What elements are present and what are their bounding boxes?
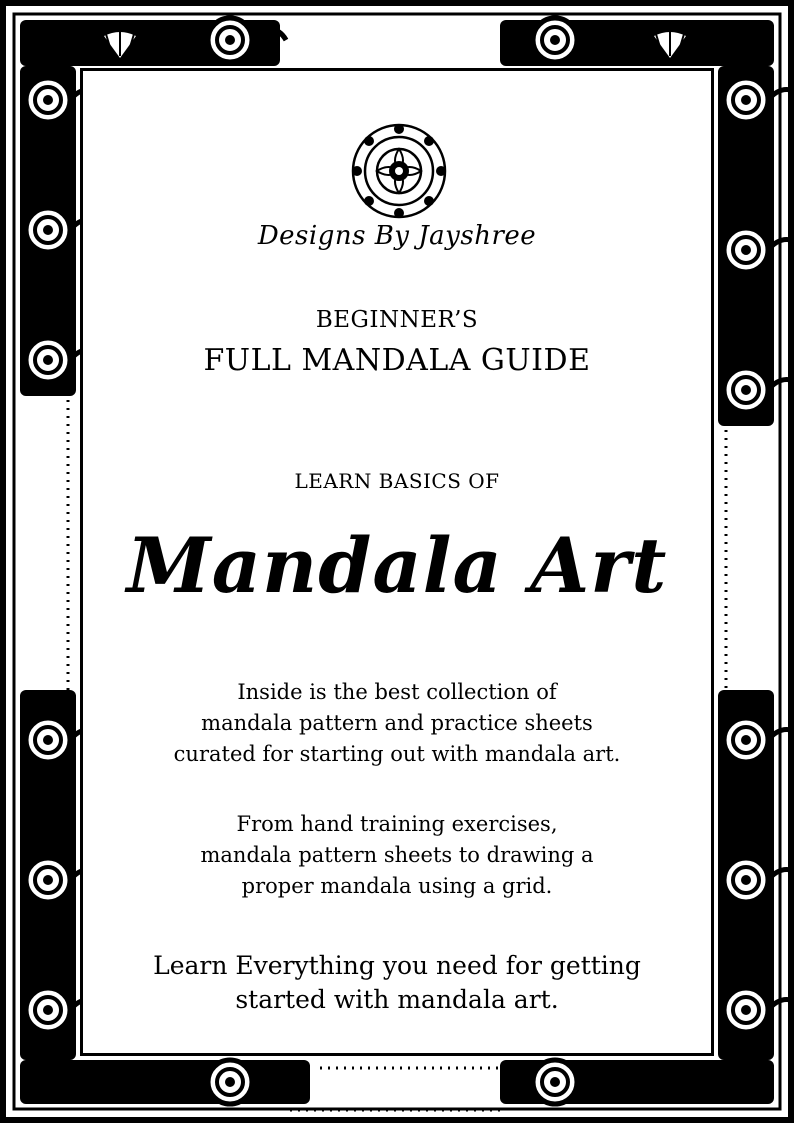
- brand-name: Designs By Jayshree: [257, 221, 537, 251]
- paragraph-line: curated for starting out with mandala art.: [173, 742, 621, 766]
- paragraph-line: From hand training exercises,: [236, 812, 558, 836]
- paragraph-line: Inside is the best collection of: [237, 680, 557, 704]
- paragraph-line: started with mandala art.: [235, 985, 559, 1014]
- intro-paragraph: [103, 677, 691, 770]
- subtitle-line1: BEGINNER’S: [315, 307, 479, 333]
- mandala-flower-icon: [349, 121, 449, 221]
- closing-paragraph: [103, 949, 691, 1017]
- content-panel: [80, 68, 714, 1056]
- contents-paragraph: [103, 809, 691, 902]
- main-title: Mandala Art: [126, 521, 668, 610]
- paragraph-line: mandala pattern and practice sheets: [201, 711, 593, 735]
- subtitle-line2: FULL MANDALA GUIDE: [203, 343, 591, 378]
- paragraph-line: mandala pattern sheets to drawing a: [200, 843, 594, 867]
- paragraph-line: Learn Everything you need for getting: [153, 951, 641, 980]
- kicker-text: LEARN BASICS OF: [294, 469, 500, 493]
- paragraph-line: proper mandala using a grid.: [241, 874, 553, 898]
